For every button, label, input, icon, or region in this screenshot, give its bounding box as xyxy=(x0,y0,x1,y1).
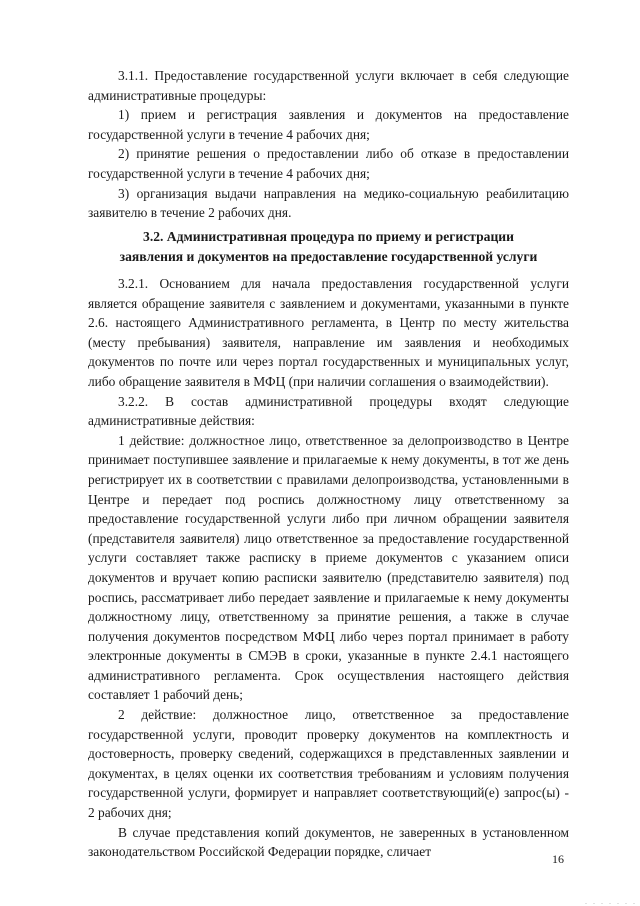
section-3-1-1-item-1: 1) прием и регистрация заявления и документов на предоставление государственной услуги в течение 4 рабочих дня; xyxy=(88,107,569,142)
paragraph-copies: В случае представления копий документов, не заверенных в установленном законодательством Российской Федерации порядке, сличает xyxy=(88,824,569,860)
scan-edge-dots: . . . . . . . xyxy=(585,897,637,906)
paragraph-action-2: 2 действие: должностное лицо, ответственное за предоставление государственной услуги, проводит проверку документов на комплектность и достоверность, проверку сведений, содержащихся в представленных заявлении и документах, в целях оценки их соответствия требованиям и условиям получения государственной услуги, формирует и направляет соответствующий(е) запрос(ы) - 2 рабочих дня; xyxy=(88,707,569,821)
section-3-1-1-intro: 3.1.1. Предоставление государственной услуги включает в себя следующие административные процедуры: xyxy=(88,68,569,103)
paragraph-action-1: 1 действие: должностное лицо, ответственное за делопроизводство в Центре принимает поступившее заявление и прилагаемые к нему документы, в тот же день регистрирует их в соответствии с правилами делопроизводства, установленными в Центре и передает под роспись должностному лицу ответственному за предоставление государственной услуги либо при личном обращении заявителя (представителя заявителя) лицо ответственное за предоставление государственной услуги составляет также расписку в приеме документов с указанием описи документов и вручает копию расписки заявителю (представителю заявителя) под роспись, рассматривает либо передает заявление и прилагаемые к нему документы должностному лицу, ответственному за принятие решения, а также в случае получения документов посредством МФЦ либо через портал принимает в работу электронные документы в СМЭВ в сроки, указанные в пункте 2.4.1 настоящего административного регламента. Срок осуществления настоящего действия составляет 1 рабочий день; xyxy=(88,432,569,703)
section-3-2-heading xyxy=(88,227,569,267)
paragraph-3-2-2: 3.2.2. В состав административной процедуры входят следующие административные действия: xyxy=(88,393,569,429)
section-3-1-1-item-3: 3) организация выдачи направления на медико-социальную реабилитацию заявителю в течение 2 рабочих дня. xyxy=(88,185,569,221)
page-number: 16 xyxy=(552,852,564,866)
section-3-1-1-item-2: 2) принятие решения о предоставлении либо об отказе в предоставлении государственной услуги в течение 4 рабочих дня; xyxy=(88,146,569,181)
section-3-2-heading-line-1: 3.2. Административная процедура по приему и регистрации xyxy=(143,229,514,244)
section-3-1-1 xyxy=(88,66,569,223)
section-3-2-body xyxy=(88,274,569,862)
section-3-2-heading-line-2: заявления и документов на предоставление государственной услуги xyxy=(119,249,538,264)
paragraph-3-2-1: 3.2.1. Основанием для начала предоставления государственной услуги является обращение заявителя с заявлением и документами, указанными в пункте 2.6. настоящего Административного регламента, в Центр по месту жительства (месту пребывания) заявителя, направление им заявления и необходимых документов по почте или через портал государственных и муниципальных услуг, либо обращение заявителя в МФЦ (при наличии соглашения о взаимодействии). xyxy=(88,276,569,389)
